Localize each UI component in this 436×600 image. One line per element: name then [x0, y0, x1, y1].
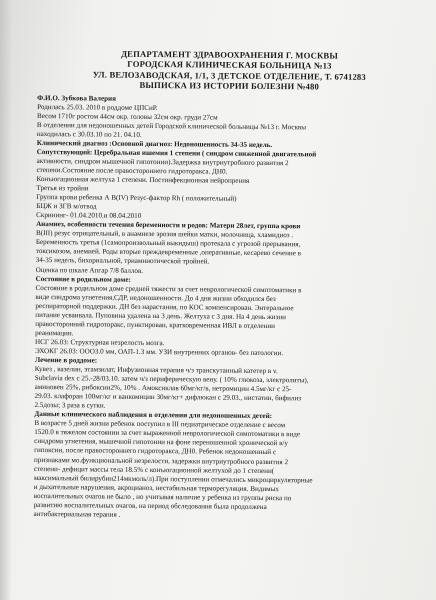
- text-line: аминовен 25%, рибоксин2%, 10% . Амоксиклав 60мг/кг/в, нетромицин 4.5мг/кг с 25-: [34, 383, 292, 394]
- text-line: Весом 1710г ростом 44см окр. головы 32см окр. груди 27см: [36, 111, 218, 122]
- text-line: степени- дефицит массы тела 18.5% с конъюгационной желтухой до 1 степени(: [33, 464, 275, 475]
- text-line: гипоксии, после правостороннего гидроторакса, ДН0. Ребенок недоношенный с: [34, 446, 277, 457]
- text-line: Ф.И.О. Зубкова Валерия: [37, 93, 117, 103]
- header-department: ДЕПАРТАМЕНТ ЗДРАВООХРАНЕНИЯ Г. МОСКВЫ: [121, 48, 339, 61]
- text-line: Данные клинического наблюдения в отделении для недоношенных детей:: [34, 410, 273, 421]
- header-title: ВЫПИСКА ИЗ ИСТОРИИ БОЛЕЗНИ №480: [139, 80, 320, 92]
- text-line: Конъюгационная желтуха 1 степени. Постинфекционная нейропрения: [36, 175, 250, 185]
- text-line: НСГ 26.03: Структурная незрелость мозга.: [35, 337, 165, 348]
- header-hospital: ГОРОДСКАЯ КЛИНИЧЕСКАЯ БОЛЬНИЦА №13: [127, 59, 332, 71]
- text-line: токсикозом, анемией. Роды вторые преждевременные ,оперативные, кесарево сечение в: [35, 247, 302, 258]
- text-line: воспалительных очагов не было , но учитывая наличие у ребенка из группы риска по: [33, 491, 292, 502]
- text-line: ЭХОКГ 26.03: ООО3.0 мм, ОАП-1.3 мм. УЗИ внутренних органов- без патологии.: [34, 346, 284, 358]
- text-line: максимальный билирубин214мкмоль/л).При поступлении отмечались микроциркуляторные: [33, 473, 313, 485]
- text-line: 29.03. клафоран 100мг/кг и ванкомицин 30мг/кг+ дифлюкан с 29.03., нистатин, бифилиз: [34, 392, 302, 403]
- discharge-summary-page: [34, 4, 422, 522]
- text-line: респираторной поддержки. ДН без нарастания, по КОС компенсирован. Энтеральное: [35, 301, 294, 312]
- text-line: Третья из тройни: [36, 184, 89, 193]
- text-line: Группа крови ребенка А В(IV) Резус-фактор Rh ( положительный): [36, 193, 237, 203]
- text-line: В возрасте 5 дней жизни ребенок поступил в III педиатрическое отделение с весом: [34, 419, 286, 430]
- text-line: виде синдрома угнетения,СДР, недоношенности. До 4 дня жизни обходился без: [35, 292, 276, 303]
- text-line: правосторонний гидроторакс, пунктирован, кратковременная ИВЛ в отделении: [35, 319, 276, 330]
- text-line: степени.Состояние после правостороннего гидроторакса. ДН0.: [36, 165, 228, 176]
- text-line: Оценка по шкале Апгар 7/8 баллов.: [35, 265, 144, 275]
- text-line: антибактериальная терапия .: [33, 509, 121, 519]
- text-line: и дыхательные нарушения, акроцианоз, нестабильная терморегуляция. Видимых: [33, 482, 280, 493]
- text-line: Беременность третья (1самопроизвольный выкидыш) протекала с угрозой прерывания,: [35, 238, 301, 249]
- document-body: [34, 94, 422, 523]
- text-line: развитию воспалительных очагов, на период обследования была продолжена: [33, 500, 267, 511]
- text-line: находилась с 30.03.10 по 21. 04.10.: [36, 129, 142, 139]
- text-line: Состояние в родильном доме:: [35, 274, 131, 284]
- text-line: признаками мо.функциональной незрелости, задержки внутриутробного развития 2: [33, 455, 289, 466]
- text-line: 34-35 недель, бихориальной, триамниотической тройней.: [35, 256, 210, 266]
- text-line: В(III) резус отрицательный, в анамнезе эрозия шейки матки, молочница, хламидиоз .: [35, 229, 294, 240]
- text-line: Кувез , вазелин, этамзилат, Инфузионная терапия ч/з транскутанный катетер в v.: [34, 365, 278, 376]
- text-line: Состояние в родильном доме средней тяжести за счет неврологической симптоматики в: [35, 283, 302, 294]
- text-line: питание усваивала. Пуповина удалена на 3 день. Желтуха с 3 дня. На 4 день жизни: [35, 310, 287, 321]
- text-line: Клинический диагноз :Основной диагноз: Недоношенность 34-35 недель.: [36, 138, 273, 149]
- text-line: реанимации.: [35, 328, 74, 338]
- text-line: Subclavia dex с 25.-28/03.10. затем ч/з периферическую вену. ( 10% глюкоза, электролиты),: [34, 374, 309, 385]
- text-line: синдрома угнетения, мышечной гипотонии на фоне переношенной хронической в/у: [34, 437, 289, 448]
- text-line: Скрининг- 01.04.2010.и 08.04.2010: [36, 211, 142, 221]
- document-header: [37, 48, 421, 93]
- text-line: БЦЖ и ЗГВ м/отвод: [36, 202, 97, 211]
- header-address: УЛ. ВЕЛОЗАВОДСКАЯ, 1/1, 3 ДЕТСКОЕ ОТДЕЛЕНИЕ, Т. 6741283: [92, 69, 367, 82]
- text-line: Лечение в роддоме:: [34, 355, 98, 365]
- text-line: В отделении для недоношенных детей Городской клинической больницы №13 г. Москвы: [36, 120, 307, 132]
- text-line: 1520.0 в тяжелом состоянии за счет выраженной неврологической симптоматики в виде: [34, 428, 301, 439]
- text-line: активности, синдром мышечной гипотонии).Задержка внутриутробного развития 2: [36, 156, 289, 168]
- text-line: Сопутствующий: Церебральная ишемия 1 степени ( синдром сниженной двигательной: [36, 147, 317, 159]
- text-line: Родилась 25.03. 2010 в роддоме ЦПСиР.: [37, 102, 158, 112]
- page-edge-shadow: [0, 0, 12, 600]
- text-line: 2.5дозы; 3 раза в сутки.: [34, 401, 106, 410]
- text-line: Анамнез, особенности течения беременности и родов: Матери 28лет, группа крови: [36, 220, 301, 231]
